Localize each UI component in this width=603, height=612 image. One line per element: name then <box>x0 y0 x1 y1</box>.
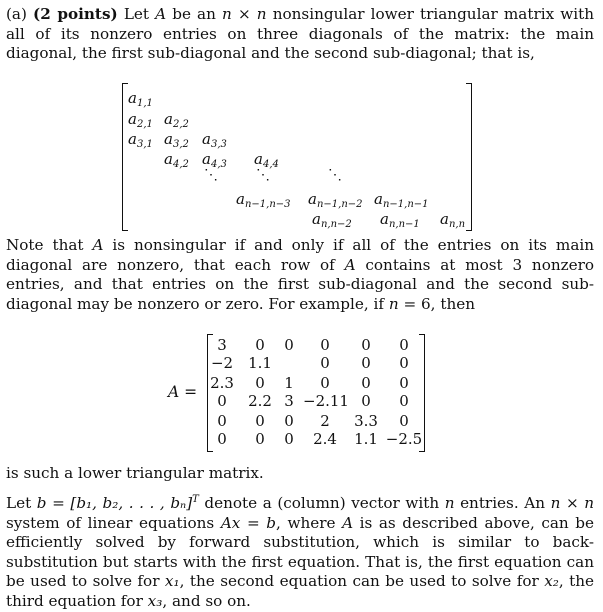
example-matrix <box>207 334 425 450</box>
matrix-entry: $a_{n,n-1}$ <box>380 210 420 230</box>
points-label: (2 points) <box>33 5 118 23</box>
general-matrix <box>122 83 472 229</box>
example-matrix-cell: 0 <box>399 374 409 392</box>
example-matrix-cell: 0 <box>284 336 294 354</box>
matrix-entry: $a_{n,n-2}$ <box>312 210 352 230</box>
intro-text: be an <box>172 5 216 23</box>
right-bracket <box>466 83 472 231</box>
intro-paragraph <box>6 5 594 64</box>
matrix-entry: $a_{4,4}$ <box>254 150 279 170</box>
example-matrix-cell: 0 <box>255 336 265 354</box>
math-n: n <box>222 5 232 23</box>
example-matrix-cell: 0 <box>361 374 371 392</box>
example-matrix-cell: 1.1 <box>248 354 272 372</box>
example-matrix-cell: 2.3 <box>210 374 234 392</box>
example-matrix-cell: −2.11 <box>303 392 349 410</box>
example-matrix-cell: 0 <box>361 392 371 410</box>
math-x3: x₃ <box>147 592 163 611</box>
note-paragraph <box>6 236 594 314</box>
example-matrix-cell: 0 <box>255 430 265 448</box>
example-matrix-cell: 1 <box>284 374 294 392</box>
math-b: b <box>266 513 277 532</box>
example-matrix-cell: 3 <box>284 392 294 410</box>
example-matrix-cell: 0 <box>217 430 227 448</box>
math-b: b <box>36 494 47 513</box>
system-text: Let <box>6 494 32 513</box>
math-x2: x₂ <box>544 572 559 591</box>
example-matrix-cell: 0 <box>320 374 330 392</box>
matrix-entry: $a_{n,n}$ <box>440 210 466 230</box>
system-text: entries. An <box>460 494 545 513</box>
matrix-entry: $a_{4,3}$ <box>202 150 227 170</box>
system-paragraph <box>6 490 594 612</box>
matrix-entry: $a_{4,2}$ <box>164 150 189 170</box>
example-matrix-cell: 0 <box>217 392 227 410</box>
math-n: n <box>388 294 399 313</box>
example-matrix-cell: 2.4 <box>313 430 337 448</box>
example-matrix-cell: 2 <box>320 412 330 430</box>
part-label: (a) <box>6 5 27 23</box>
note-text: is nonsingular if and only if all of the entries on its main diagonal are nonzero, that each row of <box>6 236 595 274</box>
math-times: × <box>237 5 251 23</box>
example-matrix-cell: 0 <box>217 412 227 430</box>
math-n: n <box>444 494 455 513</box>
diagonal-dots: ⋱ <box>256 167 269 183</box>
math-Ax: Ax <box>220 513 241 532</box>
matrix-entry: $a_{3,2}$ <box>164 130 189 150</box>
diagonal-dots: ⋱ <box>328 167 341 183</box>
note-text: = 6, then <box>403 294 475 313</box>
intro-text: Let <box>123 5 149 23</box>
math-times: × <box>565 494 579 513</box>
math-vector: [b₁, b₂, . . . , bₙ] <box>70 494 193 513</box>
math-transpose: T <box>192 494 199 505</box>
math-n: n <box>550 494 561 513</box>
example-matrix-cell: 0 <box>284 430 294 448</box>
math-n: n <box>584 494 595 513</box>
example-matrix-cell: 0 <box>361 336 371 354</box>
example-matrix-cell: 1.1 <box>354 430 378 448</box>
system-text: system of linear equations <box>6 513 215 532</box>
system-text: , the third equation for <box>6 572 594 611</box>
example-matrix-cell: 0 <box>320 354 330 372</box>
example-matrix-cell: 0 <box>399 392 409 410</box>
math-eq: = <box>52 494 65 513</box>
math-A: A <box>92 236 104 254</box>
math-eq: = <box>246 513 260 532</box>
matrix-entry: $a_{2,1}$ <box>128 110 153 130</box>
math-A: A <box>344 255 356 274</box>
matrix-entry: $a_{3,1}$ <box>128 130 153 150</box>
math-A: A <box>342 513 354 532</box>
system-text: denote a (column) vector with <box>204 494 440 513</box>
note-text: Note that <box>6 236 84 254</box>
matrix-entry: $a_{2,2}$ <box>164 110 189 130</box>
example-matrix-cell: 0 <box>361 354 371 372</box>
example-matrix-cell: 3.3 <box>354 412 378 430</box>
intro-text: nonsingular lower triangular matrix with all of its nonzero entries on three diagonals of the matrix: the main diagonal, the first sub-diagonal and the second sub-diagonal; that is, <box>6 5 594 63</box>
example-matrix-cell: −2 <box>210 354 234 372</box>
matrix-entry: $a_{1,1}$ <box>128 89 153 109</box>
example-matrix-cell: −2.5 <box>385 430 423 448</box>
example-matrix-cell: 0 <box>399 336 409 354</box>
matrix-entry: $a_{n-1,n-2}$ <box>308 190 363 210</box>
matrix-entry: $a_{n-1,n-3}$ <box>236 190 291 210</box>
example-matrix-cell: 0 <box>284 412 294 430</box>
after-example-text: is such a lower triangular matrix. <box>6 464 264 482</box>
math-n: n <box>256 5 267 23</box>
example-matrix-cell: 0 <box>399 354 409 372</box>
example-matrix-cell: 0 <box>255 374 265 392</box>
example-matrix-cell: 0 <box>255 412 265 430</box>
math-x1: x₁ <box>164 572 180 591</box>
example-matrix-cell: 0 <box>320 336 330 354</box>
example-label <box>168 383 197 401</box>
math-A: A <box>155 5 167 23</box>
note-text: contains at most 3 nonzero entries, and that entries on the first sub-diagonal and the second sub-diagonal may be nonzero or zero. For example, if <box>6 255 595 313</box>
diagonal-dots: ⋱ <box>204 167 217 183</box>
example-matrix-cell: 0 <box>399 412 409 430</box>
example-label-text: A = <box>168 383 198 401</box>
example-matrix-cell: 2.2 <box>248 392 272 410</box>
matrix-entry: $a_{n-1,n-1}$ <box>374 190 429 210</box>
system-text: , where <box>276 513 336 532</box>
system-text: is as described above, can be efficiently solved by forward substitution, which is similar to back-substitution but starts with the first equation. That is, the first equation can be used to solve for <box>6 513 595 591</box>
system-text: , the second equation can be used to solve for <box>179 572 539 591</box>
matrix-entry: $a_{3,3}$ <box>202 130 227 150</box>
example-matrix-cell: 3 <box>217 336 227 354</box>
system-text: , and so on. <box>162 592 251 611</box>
